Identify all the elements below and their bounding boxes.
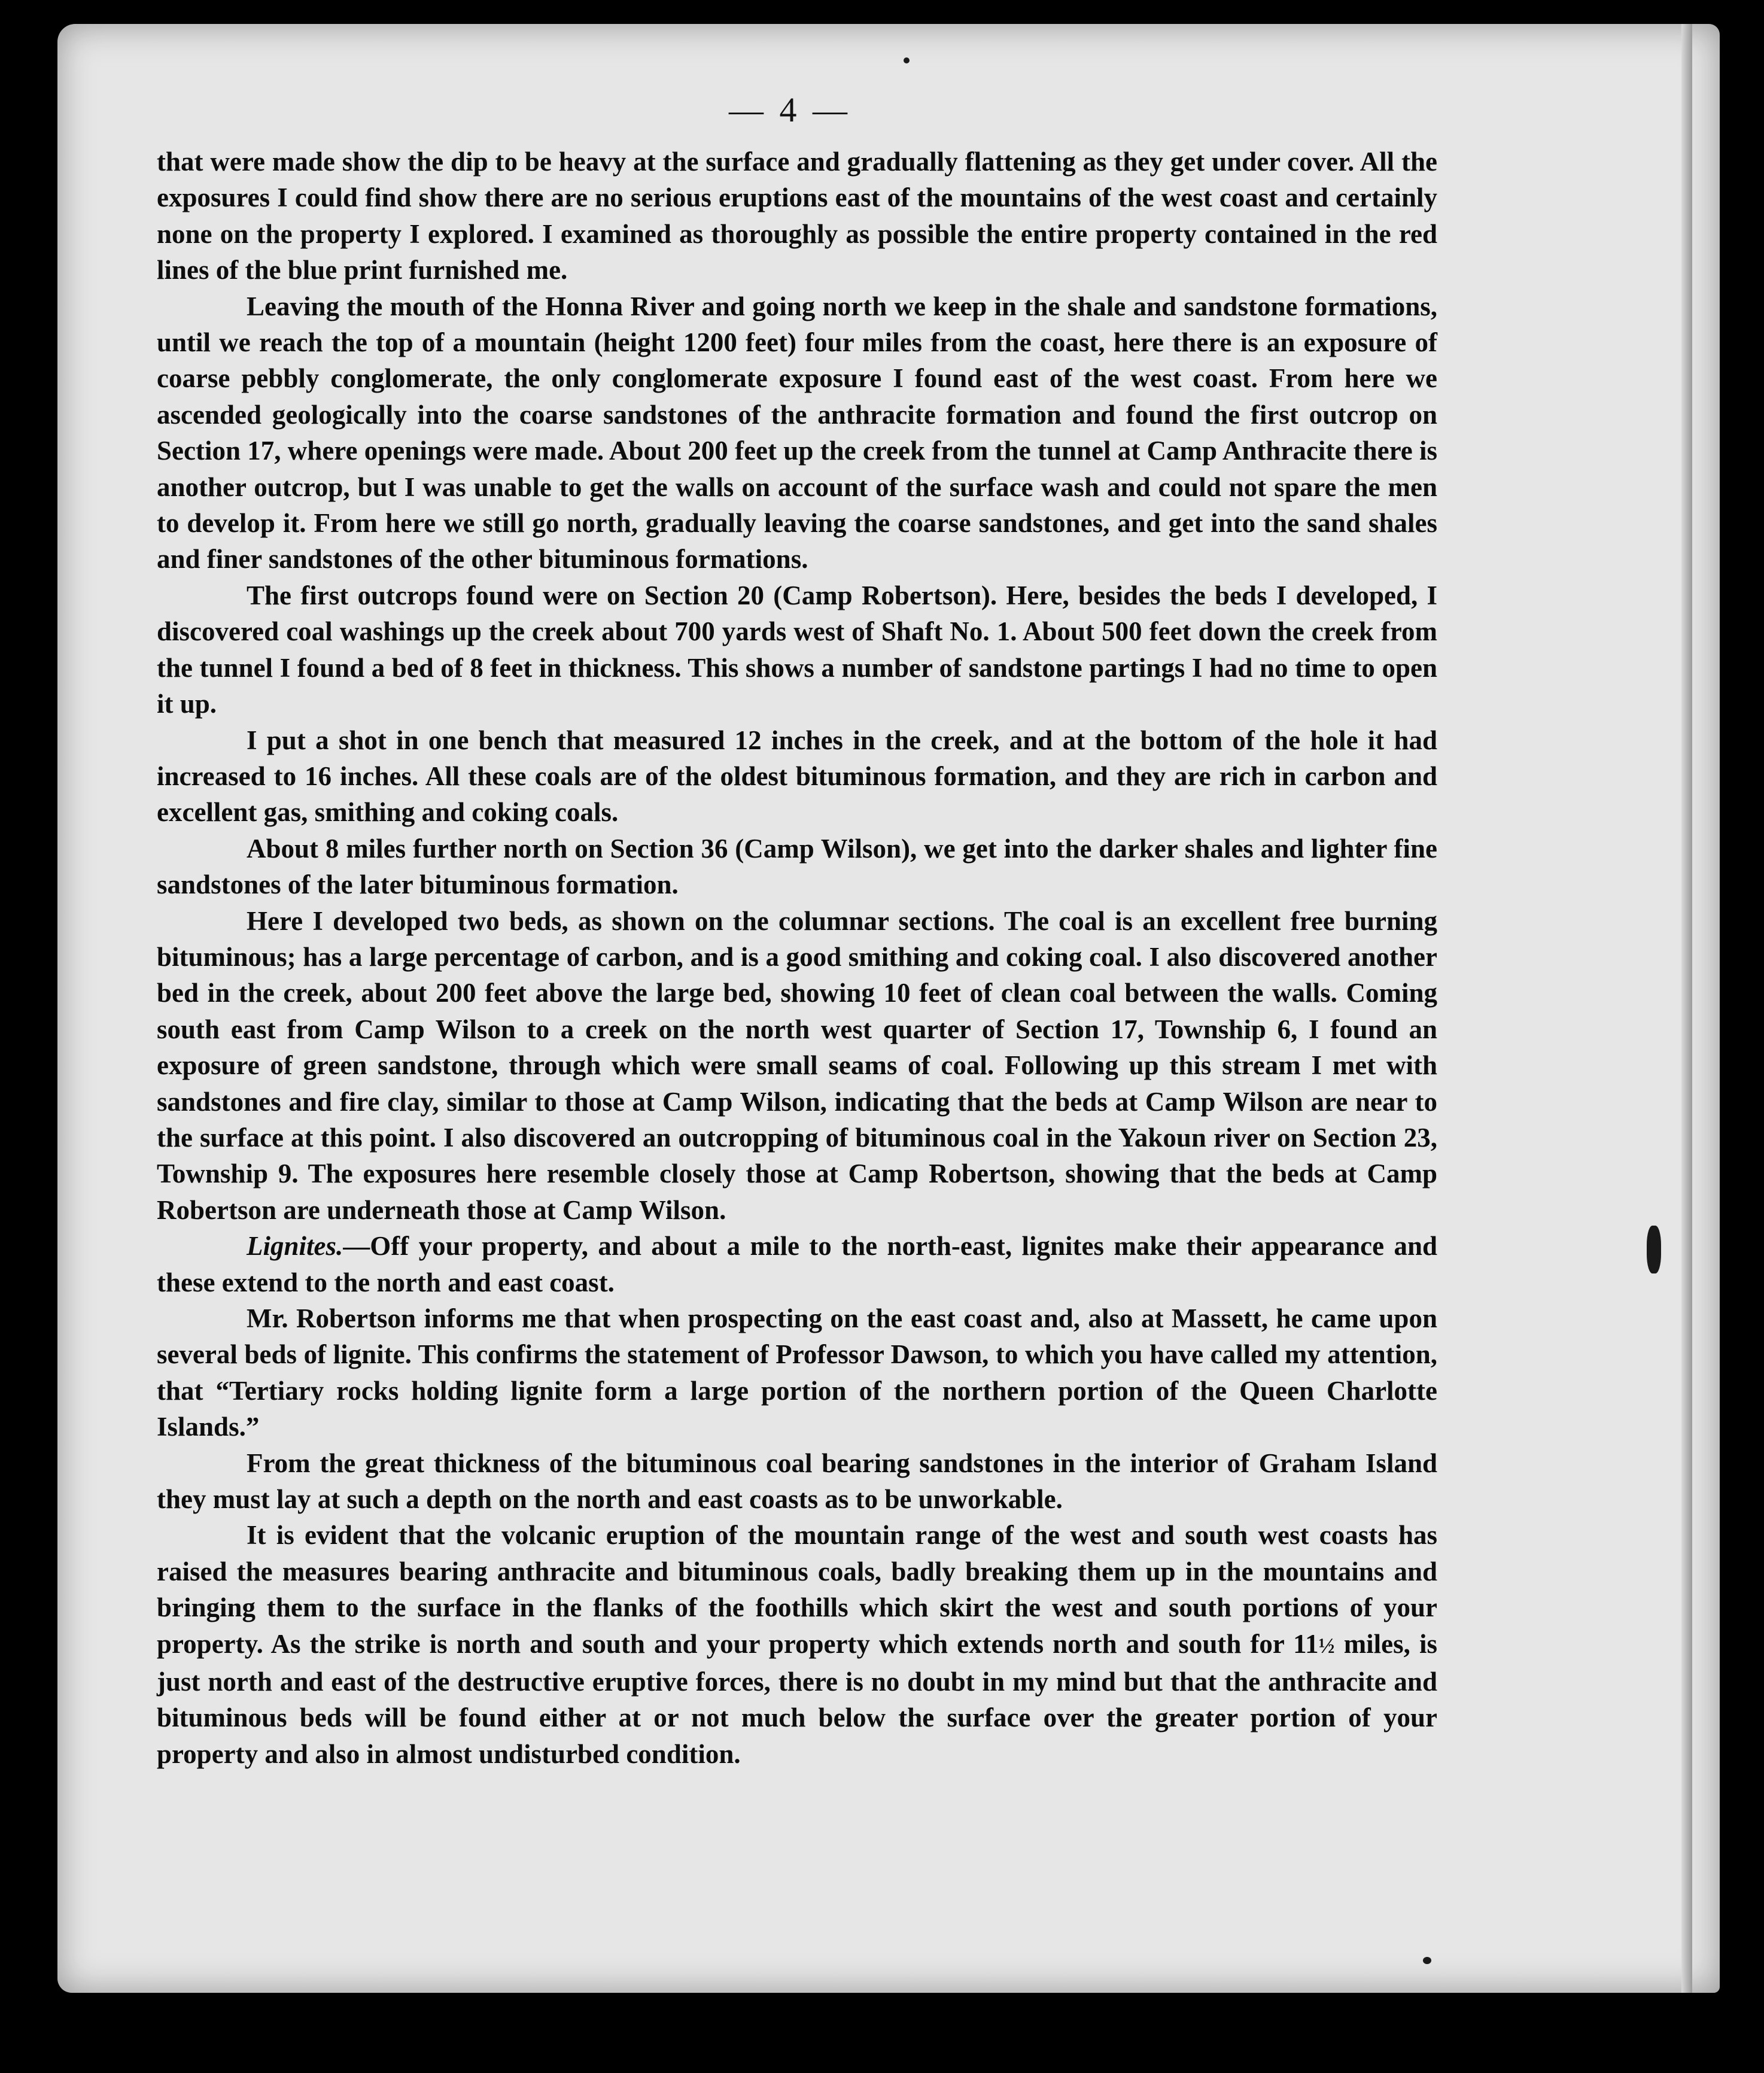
paragraph: The first outcrops found were on Section 20 (Camp Robertson). Here, besides the beds I developed, I discovered coal washings up the creek about 700 yards west of Shaft No. 1. About 500 feet down the creek from the tunnel I found a bed of 8 feet in thickness. This shows a number of sandstone partings I had no time to open it up. xyxy=(157,580,1437,719)
paragraph: About 8 miles further north on Section 36 (Camp Wilson), we get into the darker shales and lighter fine sandstones of the later bituminous formation. xyxy=(157,833,1437,900)
paragraph: Leaving the mouth of the Honna River and going north we keep in the shale and sandstone formations, until we reach the top of a mountain (height 1200 feet) four miles from the coast, here there is an exposure of coarse pebbly conglomerate, the only conglomerate exposure I found east of the west coast. From here we ascended geologically into the coarse sandstones of the anthracite formation and found the first outcrop on Section 17, where openings were made. About 200 feet up the creek from the tunnel at Camp Anthracite there is another outcrop, but I was unable to get the walls on account of the surface wash and could not spare the men to develop it. From here we still go north, gradually leaving the coarse sandstones, and get into the sand shales and finer sandstones of the other bituminous formations. xyxy=(157,291,1437,575)
paragraph: that were made show the dip to be heavy at the surface and gradually flattening as they get under cover. All the exposures I could find show there are no serious eruptions east of the mountains of the west coast and certainly none on the property I explored. I examined as thoroughly as possible the entire property contained in the red lines of the blue print furnished me. xyxy=(157,147,1437,285)
page-edge xyxy=(1681,24,1692,1993)
ink-spot xyxy=(904,57,910,63)
section-lead: Lignites. xyxy=(247,1231,343,1262)
fraction: ½ xyxy=(1318,1633,1335,1658)
paragraph: I put a shot in one bench that measured 12 inches in the creek, and at the bottom of the hole it had increased to 16 inches. All these coals are of the oldest bituminous formation, and they are rich in carbon and excellent gas, smithing and coking coals. xyxy=(157,725,1437,828)
paragraph: Here I developed two beds, as shown on the columnar sections. The coal is an excellent free burning bituminous; has a large percentage of carbon, and is a good smithing and coking coal. I also discovered another bed in the creek, about 200 feet above the large bed, showing 10 feet of clean coal between the walls. Coming south east from Camp Wilson to a creek on the north west quarter of Section 17, Township 6, I found an exposure of green sandstone, through which were small seams of coal. Following up this stream I met with sandstones and fire clay, similar to those at Camp Wilson, indicating that the beds at Camp Wilson are near to the surface at this point. I also discovered an outcropping of bituminous coal in the Yakoun river on Section 23, Township 9. The exposures here resemble closely those at Camp Robertson, showing that the beds at Camp Robertson are underneath those at Camp Wilson. xyxy=(157,905,1437,1225)
paragraph-lignites xyxy=(157,1228,1437,1300)
ink-spot xyxy=(1423,1957,1431,1964)
body-text xyxy=(157,144,1437,1772)
page-number: — 4 — xyxy=(729,90,851,129)
paragraph-text: It is evident that the volcanic eruption of the mountain range of the west and south west coasts has raised the measures bearing anthracite and bituminous coals, badly breaking them up in the mountains and bringing them to the surface in the flanks of the foothills which skirt the west and south portions of your property. As the strike is north and south and your property which extends north and south for 11 xyxy=(157,1520,1437,1659)
paragraph xyxy=(157,1517,1437,1772)
paragraph-text: —Off your property, and about a mile to the north-east, lignites make their appearance and these extend to the north and east coast. xyxy=(157,1231,1437,1297)
paragraph-text: miles, is just north and east of the destructive eruptive forces, there is no doubt in my mind but that the anthracite and bituminous beds will be found either at or not much below the surface over the greater portion of your property and also in almost undisturbed condition. xyxy=(157,1628,1437,1769)
paragraph: From the great thickness of the bituminous coal bearing sandstones in the interior of Graham Island they must lay at such a depth on the north and east coasts as to be unworkable. xyxy=(157,1448,1437,1515)
paragraph: Mr. Robertson informs me that when prospecting on the east coast and, also at Massett, he came upon several beds of lignite. This confirms the statement of Professor Dawson, to which you have called my attention, that “Tertiary rocks holding lignite form a large portion of the northern portion of the Queen Charlotte Islands.” xyxy=(157,1303,1437,1442)
ink-spot xyxy=(1647,1226,1661,1273)
